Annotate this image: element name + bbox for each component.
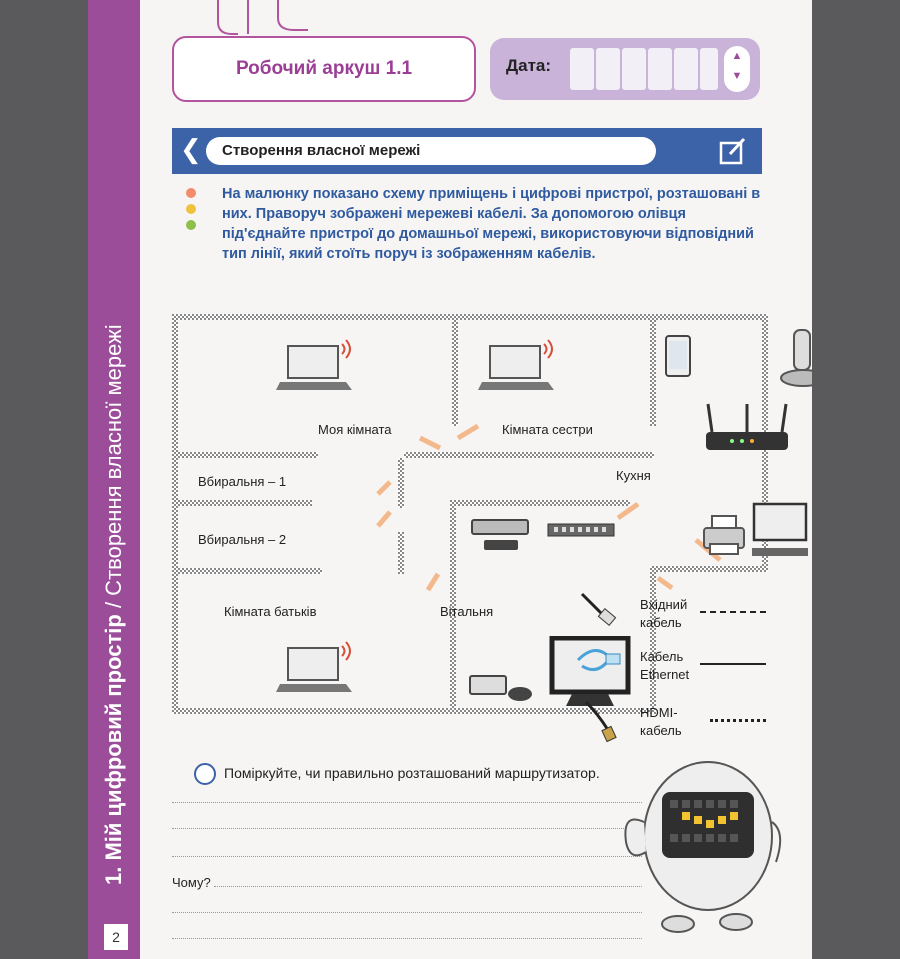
- legend-ethernet-cable: Кабель Ethernet: [640, 649, 690, 682]
- printer-icon: [702, 514, 746, 558]
- date-stepper[interactable]: [724, 46, 750, 92]
- laptop-icon: [478, 338, 558, 394]
- game-console-icon: [468, 674, 534, 706]
- chevron-down-icon[interactable]: ▼: [731, 70, 743, 82]
- traffic-dots-icon: [184, 186, 198, 236]
- answer-line[interactable]: [172, 828, 642, 829]
- answer-line[interactable]: [172, 802, 642, 803]
- date-cell[interactable]: [700, 48, 718, 90]
- ethernet-cable-icon: [576, 640, 626, 680]
- desktop-computer-icon: [752, 502, 812, 564]
- set-top-box-icon: [470, 518, 530, 554]
- room-label-bathroom-1: Вбиральня – 1: [198, 474, 287, 489]
- question-checkbox[interactable]: [194, 763, 216, 785]
- banner-title: Створення власної мережі: [222, 142, 421, 159]
- chapter-title-rest: / Створення власної мережі: [101, 324, 126, 615]
- cable-decoration: [198, 0, 318, 40]
- input-cable-icon: [580, 592, 620, 628]
- laptop-icon: [276, 640, 356, 696]
- worksheet-page: [88, 0, 812, 959]
- chevron-left-icon[interactable]: ❮: [180, 134, 202, 164]
- answer-line[interactable]: [172, 938, 642, 939]
- network-switch-icon: [546, 522, 616, 538]
- instruction-text: На малюнку показано схему приміщень і цифрові пристрої, розташовані в них. Праворуч зображені мережеві кабелі. За допомогою олівця під'єднайте пристрої до домашньої мережі, використовуючи відповідний тип лінії, який стоїть поруч із зображенням кабелів.: [222, 186, 761, 262]
- smartphone-icon: [664, 334, 692, 378]
- solid-line-sample: [700, 663, 766, 665]
- date-field[interactable]: [490, 38, 760, 100]
- banner-title-pill: [206, 137, 656, 165]
- chapter-sidebar: [88, 0, 140, 959]
- laptop-icon: [276, 338, 356, 394]
- why-label: Чому?: [172, 875, 211, 890]
- date-cell[interactable]: [622, 48, 646, 90]
- question-text: Поміркуйте, чи правильно розташований маршрутизатор.: [224, 765, 600, 781]
- answer-line[interactable]: [172, 912, 642, 913]
- dashed-line-sample: [700, 611, 766, 613]
- worksheet-title: Робочий аркуш 1.1: [235, 58, 413, 79]
- date-cell[interactable]: [596, 48, 620, 90]
- chevron-up-icon[interactable]: ▲: [731, 50, 743, 62]
- date-cell[interactable]: [570, 48, 594, 90]
- legend-hdmi-cable: HDMI- кабель: [640, 705, 682, 738]
- room-label-bathroom-2: Вбиральня – 2: [198, 532, 287, 547]
- room-label-sister-room: Кімната сестри: [502, 422, 593, 437]
- date-cell[interactable]: [674, 48, 698, 90]
- dotted-line-sample: [710, 719, 766, 722]
- hdmi-cable-icon: [584, 700, 624, 744]
- date-cell[interactable]: [648, 48, 672, 90]
- room-label-kitchen: Кухня: [616, 468, 651, 483]
- robot-mascot-icon: [618, 752, 788, 942]
- room-label-my-room: Моя кімната: [318, 422, 392, 437]
- answer-line[interactable]: [172, 856, 642, 857]
- answer-line[interactable]: [214, 886, 642, 887]
- room-label-parents-room: Кімната батьків: [224, 604, 317, 619]
- legend-input-cable: Вхідний кабель: [640, 597, 688, 630]
- chapter-title-bold: 1. Мій цифровий простір: [101, 614, 126, 885]
- worksheet-title-box: [172, 36, 476, 102]
- section-banner: [172, 128, 762, 174]
- chapter-title: [92, 45, 136, 885]
- page-number: 2: [104, 924, 128, 950]
- cordless-phone-icon: [778, 328, 812, 388]
- edit-icon[interactable]: [718, 136, 748, 166]
- date-label: Дата:: [506, 56, 552, 75]
- router-icon: [702, 402, 792, 458]
- room-label-living-room: Вітальня: [440, 604, 494, 619]
